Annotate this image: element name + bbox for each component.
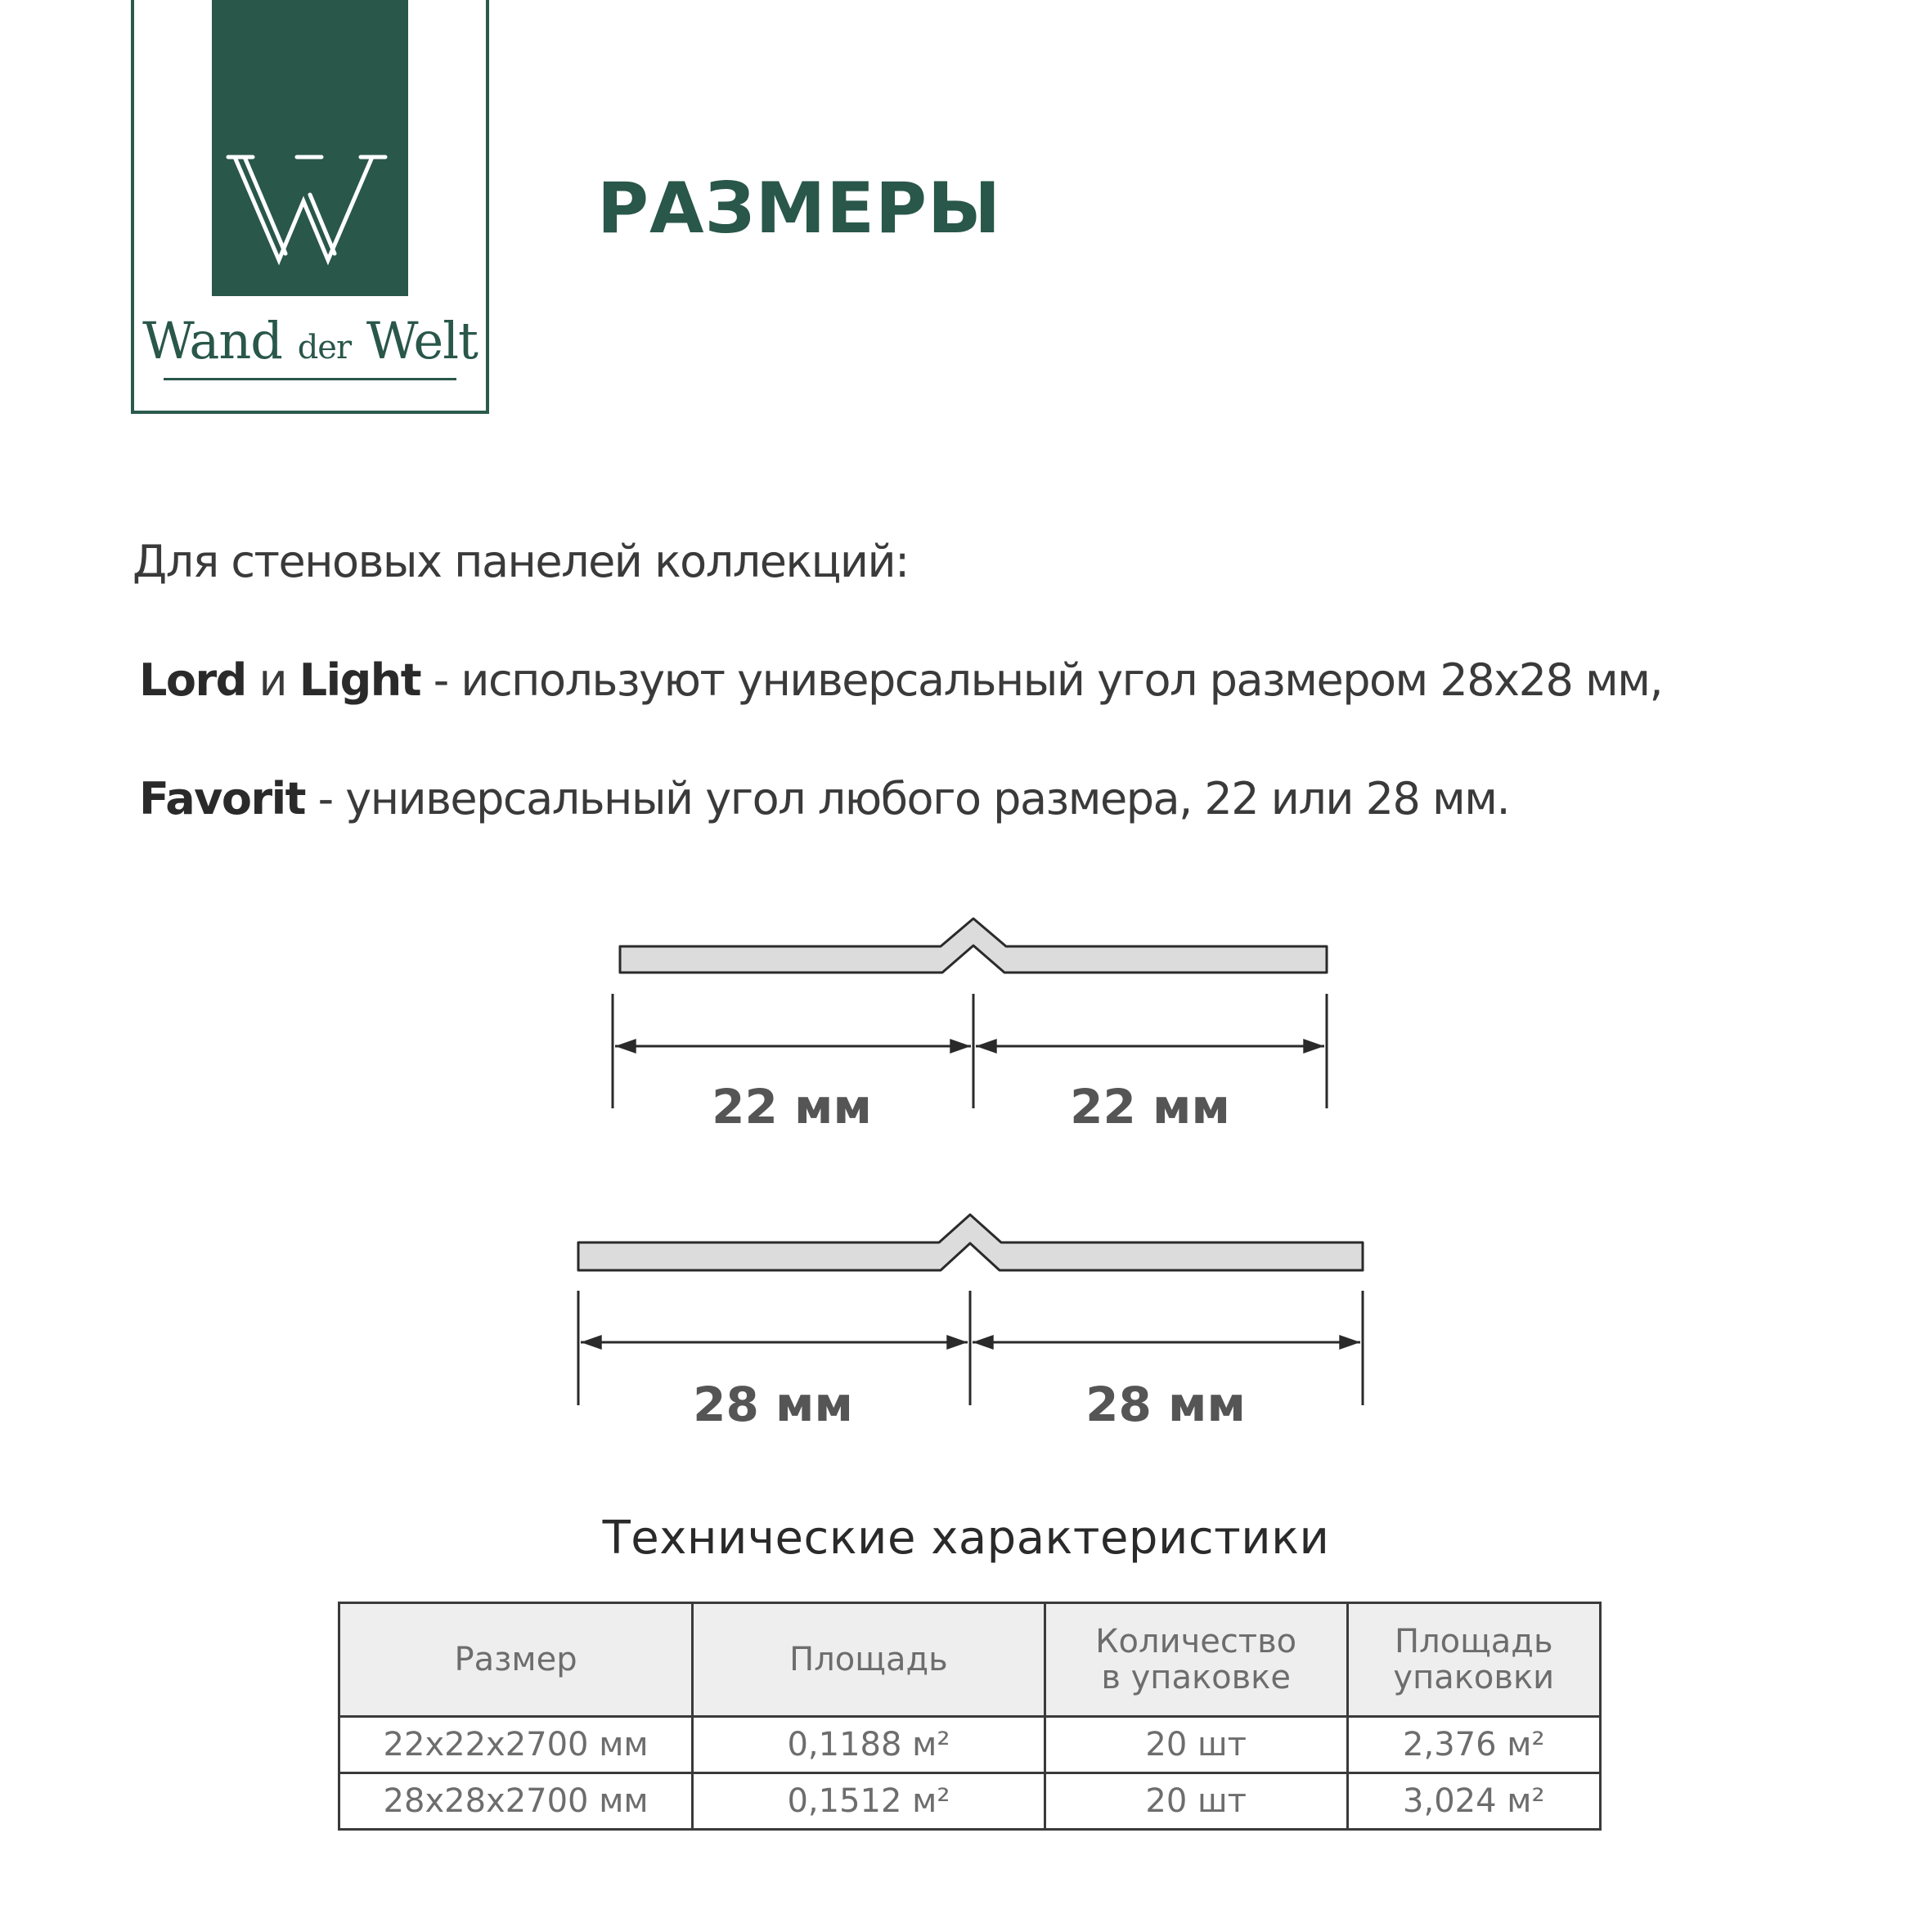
dimension-label-right: 28 мм xyxy=(1085,1377,1246,1432)
dimension-label-left: 28 мм xyxy=(693,1377,853,1432)
collection-desc-favorit: - универсальный угол любого размера, 22 или 28 мм. xyxy=(304,773,1510,824)
table-row xyxy=(339,1773,1601,1830)
table-header-row xyxy=(339,1603,1601,1717)
dimension-label-right: 22 мм xyxy=(1070,1079,1230,1134)
collection-name-favorit: Favorit xyxy=(139,773,305,824)
corner-diagram-22 xyxy=(613,919,1327,1134)
header-size: Размер xyxy=(339,1603,693,1717)
cell-size: 28х28х2700 мм xyxy=(339,1773,693,1830)
cell-pack-area: 2,376 м² xyxy=(1347,1717,1600,1773)
corner-profile-22 xyxy=(620,919,1327,973)
header-quantity-line2: в упаковке xyxy=(1101,1659,1291,1696)
cell-quantity: 20 шт xyxy=(1045,1773,1347,1830)
collection-desc-lord-light: - используют универсальный угол размером 28х28 мм, xyxy=(420,654,1663,706)
brand-name-main: Wand xyxy=(142,311,282,371)
header-quantity xyxy=(1045,1603,1347,1717)
cell-size: 22х22х2700 мм xyxy=(339,1717,693,1773)
dimension-label-left: 22 мм xyxy=(712,1079,872,1134)
cell-area: 0,1512 м² xyxy=(693,1773,1045,1830)
brand-name-end: Welt xyxy=(366,311,478,371)
header-pack-area xyxy=(1347,1603,1600,1717)
cell-pack-area: 3,024 м² xyxy=(1347,1773,1600,1830)
collection-name-lord: Lord xyxy=(139,654,246,706)
specs-table xyxy=(338,1602,1602,1831)
collection-name-light: Light xyxy=(299,654,421,706)
header-quantity-line1: Количество xyxy=(1095,1623,1297,1660)
corner-profile-28 xyxy=(578,1215,1363,1270)
conjunction: и xyxy=(245,654,299,706)
cell-area: 0,1188 м² xyxy=(693,1717,1045,1773)
header-pack-area-line2: упаковки xyxy=(1393,1659,1555,1696)
intro-text: Для стеновых панелей коллекций: xyxy=(133,536,909,587)
cell-quantity: 20 шт xyxy=(1045,1717,1347,1773)
header-pack-area-line1: Площадь xyxy=(1394,1623,1553,1660)
corner-diagram-28 xyxy=(578,1215,1363,1432)
page-title: РАЗМЕРЫ xyxy=(597,168,1002,249)
brand-name-small: der xyxy=(297,329,352,366)
specs-title: Технические характеристики xyxy=(602,1512,1330,1565)
header-area: Площадь xyxy=(693,1603,1045,1717)
table-row xyxy=(339,1717,1601,1773)
